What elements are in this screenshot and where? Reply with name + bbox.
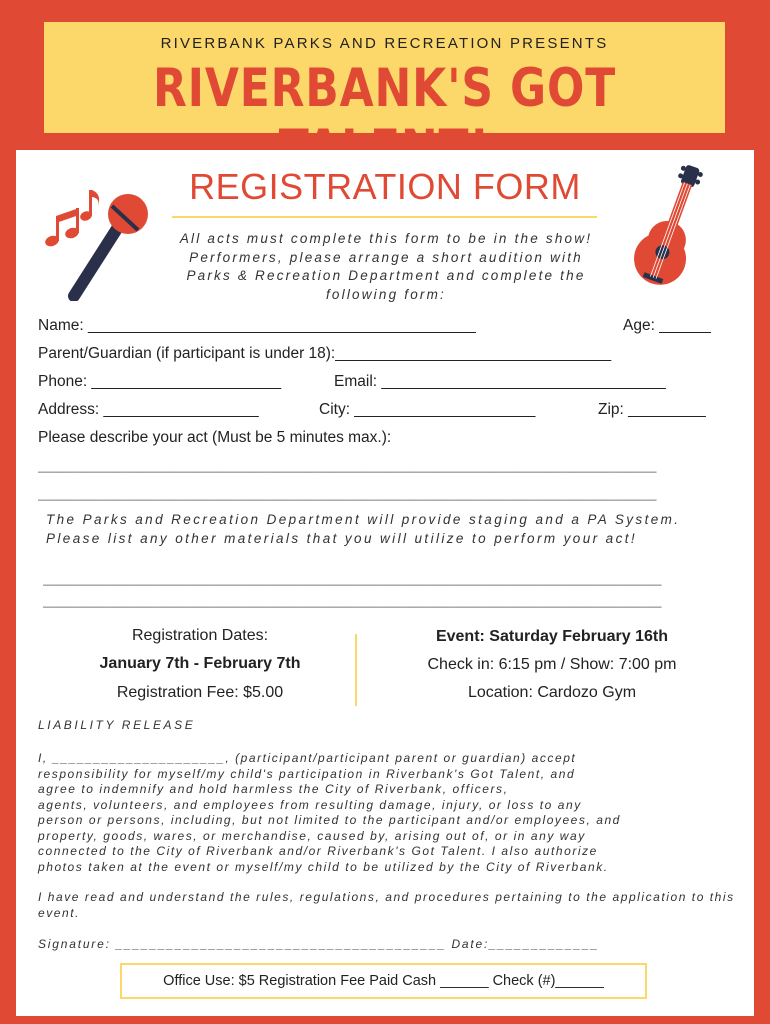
liability-heading: LIABILITY RELEASE (38, 718, 196, 732)
intro-text: All acts must complete this form to be in the show! Performers, please arrange a short audition with Parks & Recreation Department and complete the following form: (179, 231, 593, 302)
liability-line[interactable]: I, _____________________, (participant/participant parent or guardian) accept (38, 751, 577, 765)
info-divider (355, 634, 357, 706)
liability-line: person or persons, including, but not limited to the participant and/or employees, and (38, 813, 621, 827)
staging-note: The Parks and Recreation Department will provide staging and a PA System. Please list any other materials that you will utilize to perform your act! (46, 512, 681, 546)
liability-line: photos taken at the event or myself/my child to be utilized by the City of Riverbank. (38, 859, 609, 874)
act-description-line-2[interactable]: __________________________________________________________________________________________ (38, 487, 657, 501)
registration-form-title: REGISTRATION FORM (189, 166, 581, 207)
materials-line-1[interactable]: __________________________________________________________________________________________ (43, 572, 662, 586)
event-date: Event: Saturday February 16th (435, 628, 669, 645)
acknowledgement-text: I have read and understand the rules, regulations, and procedures pertaining to the application to this event. (38, 890, 735, 920)
liability-text (38, 751, 738, 875)
event-location: Location: Cardozo Gym (467, 684, 637, 701)
zip-field[interactable]: Zip: _________ (598, 401, 706, 418)
parent-guardian-field[interactable]: Parent/Guardian (if participant is under 18):________________________________ (38, 345, 612, 362)
event-title: RIVERBANK'S GOT (152, 58, 617, 119)
microphone-music-notes-icon (42, 186, 152, 301)
phone-field[interactable]: Phone: ______________________ (38, 373, 282, 390)
liability-line: connected to the City of Riverbank and/or Riverbank's Got Talent. I also authorize (38, 844, 598, 858)
name-field[interactable]: Name: _____________________________________________ (38, 317, 476, 334)
guitar-icon (618, 160, 718, 308)
act-description-label: Please describe your act (Must be 5 minutes max.): (38, 429, 392, 446)
liability-line: property, goods, wares, or merchandise, caused by, arising out of, or in any way (38, 828, 586, 843)
address-field[interactable]: Address: __________________ (38, 401, 259, 418)
materials-line-2[interactable]: __________________________________________________________________________________________ (43, 594, 662, 608)
title-banner (44, 22, 725, 133)
liability-line: agree to indemnify and hold harmless the City of Riverbank, officers, (38, 782, 509, 796)
office-use-box: Office Use: $5 Registration Fee Paid Cash ______ Check (#)______ (120, 963, 647, 999)
act-description-line-1[interactable]: __________________________________________________________________________________________ (38, 459, 657, 473)
registration-dates-label: Registration Dates: (131, 627, 269, 644)
music-notes-icon (44, 190, 99, 248)
microphone-icon (74, 194, 148, 296)
event-times: Check in: 6:15 pm / Show: 7:00 pm (427, 656, 677, 673)
signature-date-field[interactable]: Signature: _______________________________________ Date:_____________ (38, 937, 600, 951)
age-field[interactable]: Age: ______ (623, 317, 711, 334)
presents-line: RIVERBANK PARKS AND RECREATION PRESENTS (160, 35, 609, 52)
registration-fee: Registration Fee: $5.00 (116, 684, 284, 701)
email-field[interactable]: Email: _________________________________ (334, 373, 666, 390)
liability-line: responsibility for myself/my child's participation in Riverbank's Got Talent, and (38, 766, 576, 781)
city-field[interactable]: City: _____________________ (319, 401, 536, 418)
registration-dates-value: January 7th - February 7th (99, 655, 301, 672)
liability-line: agents, volunteers, and employees from resulting damage, injury, or loss to any (38, 797, 582, 812)
title-divider (172, 216, 597, 218)
